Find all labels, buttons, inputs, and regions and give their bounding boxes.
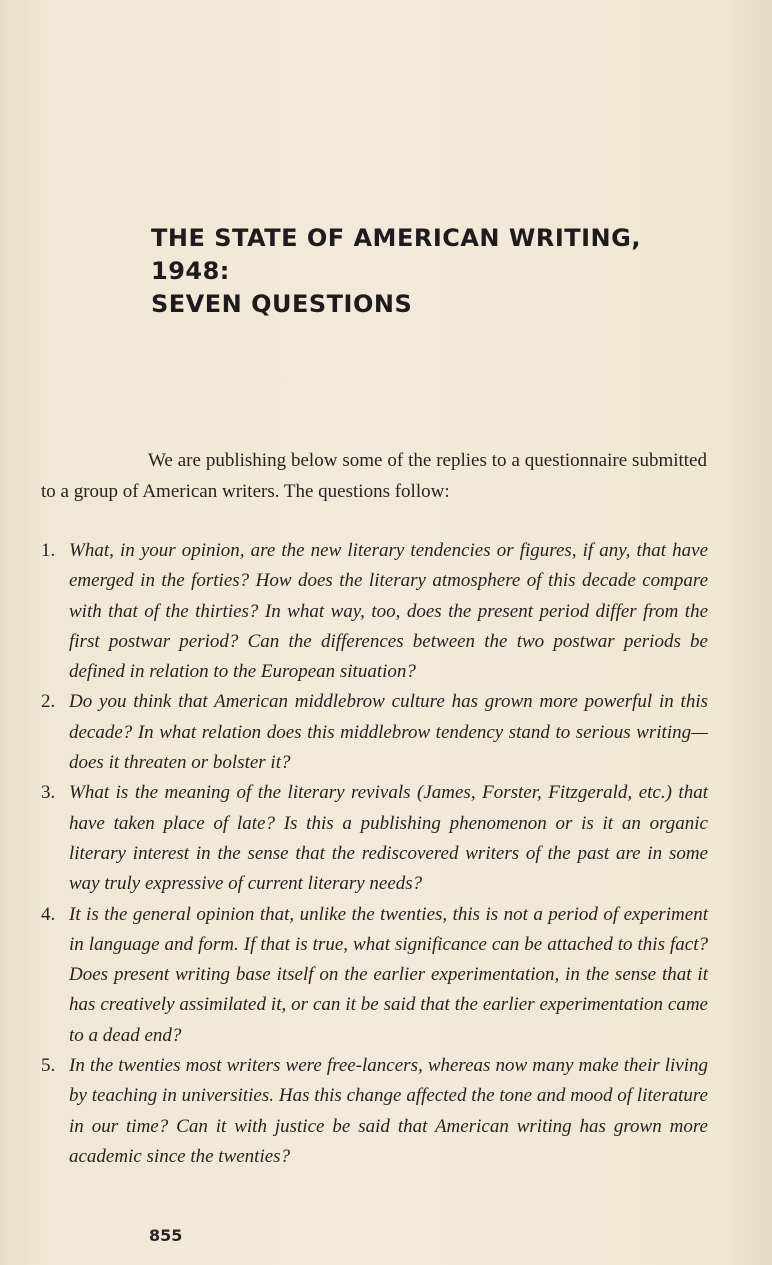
question-item: [41, 900, 708, 1051]
question-text: What is the meaning of the literary revivals (James, Forster, Fitzgerald, etc.) that have taken place of late? Is this a publishing phenomenon or is it an organic literary interest in the sense that the rediscovered writers of the past are in some way truly expressive of current literary needs?: [69, 782, 708, 895]
question-number: 4.: [41, 903, 56, 925]
question-number: 1.: [41, 540, 56, 561]
question-text: In the twenties most writers were free-lancers, whereas now many make their living by teaching in universities. Has this change affected the tone and mood of literature in our time? Can it with justice be said that American writing has grown more academic since the twenties?: [69, 1055, 708, 1167]
title-line-1: THE STATE OF AMERICAN WRITING, 1948:: [151, 224, 641, 285]
question-item: [41, 778, 708, 899]
title-line-2: SEVEN QUESTIONS: [151, 290, 413, 318]
question-number: 2.: [41, 691, 56, 713]
page-title: [151, 222, 711, 321]
question-item: [41, 687, 708, 778]
question-number: 5.: [41, 1055, 56, 1077]
question-text: It is the general opinion that, unlike the twenties, this is not a period of experiment in language and form. If that is true, what significance can be attached to this fact? Does present writing base itself on the earlier experimentation, in the sense that it has creatively assimilated it, or can it be said that the earlier experimentation came to a dead end?: [69, 903, 708, 1046]
page-number: 855: [149, 1226, 183, 1245]
question-number: 3.: [41, 782, 56, 804]
intro-paragraph: [41, 445, 707, 507]
question-text: Do you think that American middlebrow culture has grown more powerful in this decade? In what relation does this middlebrow tendency stand to serious writing—does it threaten or bolster it?: [69, 691, 708, 774]
question-item: [41, 536, 708, 687]
question-item: [41, 1051, 708, 1172]
intro-text: We are publishing below some of the replies to a questionnaire submitted to a group of American writers. The questions follow:: [41, 450, 707, 502]
question-list: [41, 536, 708, 1172]
question-text: What, in your opinion, are the new literary tendencies or figures, if any, that have emerged in the forties? How does the literary atmosphere of this decade compare with that of the thirties? In what way, too, does the present period differ from the first postwar period? Can the differences between the two postwar periods be defined in relation to the European situation?: [69, 540, 708, 683]
